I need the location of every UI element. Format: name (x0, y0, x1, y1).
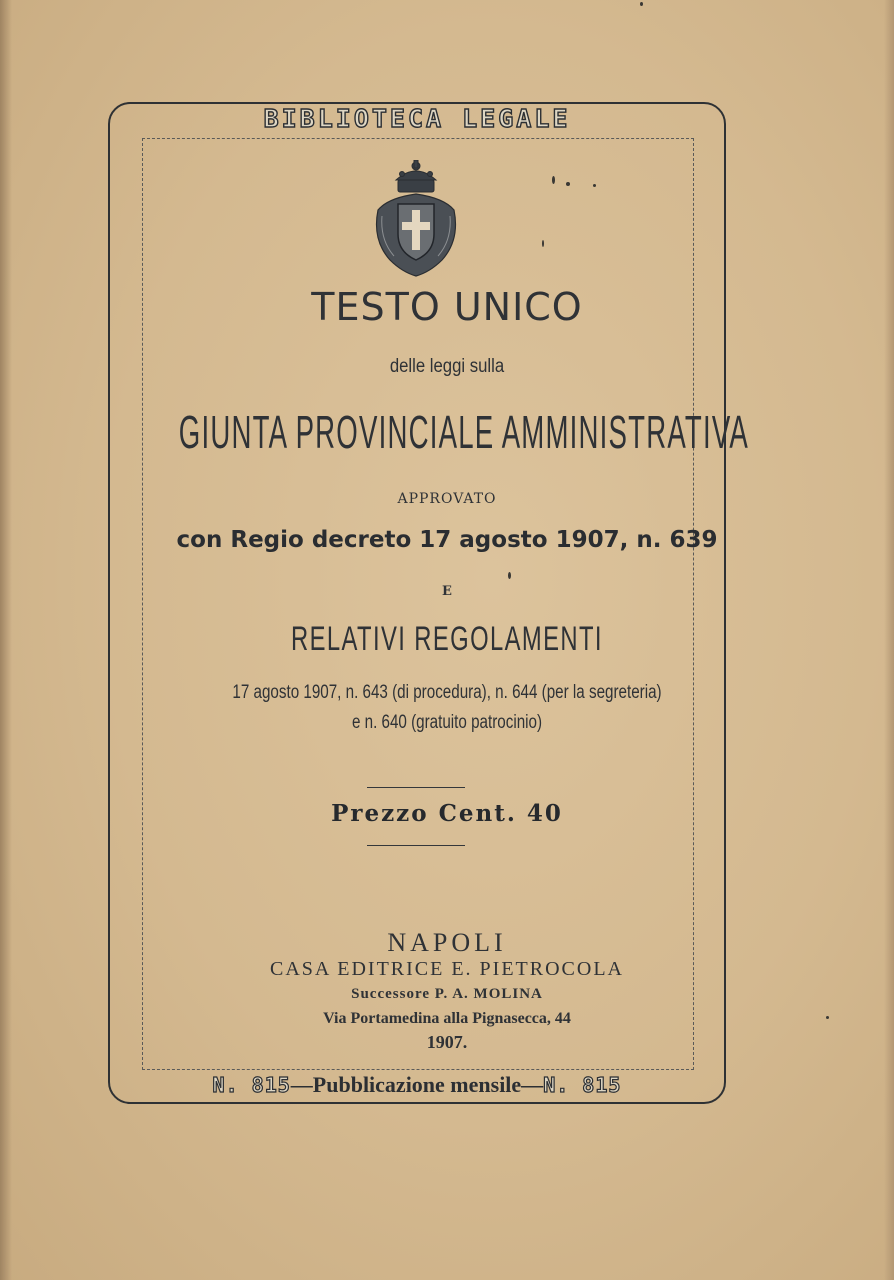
paper-speck (640, 2, 643, 6)
subject-title: GIUNTA PROVINCIALE AMMINISTRATIVA (178, 406, 750, 458)
publisher-address: Via Portamedina alla Pignasecca, 44 (323, 1010, 571, 1027)
subtitle: delle leggi sulla (389, 356, 505, 377)
series-title: BIBLIOTECA LEGALE (263, 104, 571, 133)
regulations-line-1: 17 agosto 1907, n. 643 (di procedura), n. 644 (per la segreteria) (232, 682, 662, 703)
footer-label: —Pubblicazione mensile— (290, 1072, 544, 1097)
paper-speck (566, 182, 570, 186)
city: NAPOLI (387, 928, 507, 957)
footer-number-left: N. 815 (212, 1073, 291, 1097)
regulations-title: RELATIVI REGOLAMENTI (291, 620, 603, 658)
paper-speck (542, 240, 544, 247)
page-edge-shadow-left (0, 0, 12, 1280)
main-title: TESTO UNICO (311, 285, 583, 329)
publisher: CASA EDITRICE E. PIETROCOLA (270, 958, 624, 980)
conjunction: E (442, 584, 452, 599)
approved-label: APPROVATO (397, 491, 497, 507)
footer-number-right: N. 815 (543, 1073, 622, 1097)
price: Prezzo Cent. 40 (331, 800, 563, 827)
decree-line: con Regio decreto 17 agosto 1907, n. 639 (176, 527, 718, 553)
price-rule-top (367, 787, 465, 788)
page-edge-shadow-right (884, 0, 894, 1280)
royal-crest-icon (368, 160, 464, 278)
paper-speck (552, 176, 555, 184)
footer-bar (108, 1072, 726, 1098)
paper-speck (826, 1016, 829, 1019)
publisher-successor: Successore P. A. MOLINA (351, 986, 543, 1002)
price-rule-bottom (367, 845, 465, 846)
regulations-line-2: e n. 640 (gratuito patrocinio) (351, 712, 543, 733)
publication-year: 1907. (426, 1032, 468, 1052)
paper-speck (593, 184, 596, 187)
paper-speck (508, 572, 511, 579)
